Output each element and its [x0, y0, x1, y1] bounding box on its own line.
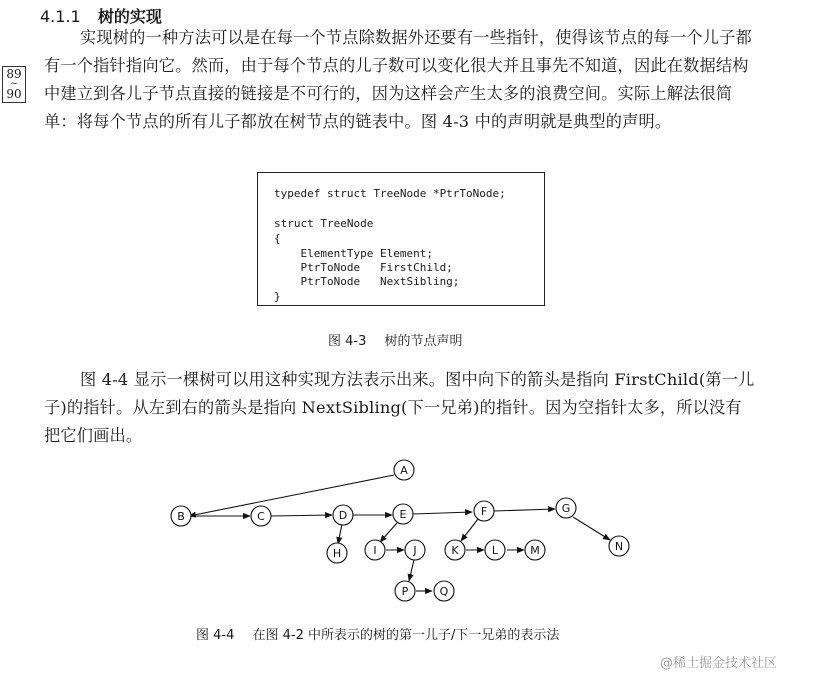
- code-line: PtrToNode FirstChild;: [274, 261, 453, 274]
- node-label: E: [399, 508, 407, 521]
- margin-page-separator: ~: [10, 79, 18, 89]
- figure-4-4-caption: [196, 624, 559, 643]
- figure-label: 图 4-4: [196, 628, 235, 643]
- node-label: J: [413, 544, 417, 557]
- node-label: M: [530, 544, 540, 557]
- edge-f-k: [461, 519, 478, 541]
- margin-page-numbers: [2, 66, 26, 103]
- node-label: A: [400, 464, 408, 477]
- edge-d-h: [338, 524, 342, 544]
- node-label: I: [373, 544, 377, 557]
- margin-page-bottom: 90: [6, 87, 22, 101]
- edge-g-n: [573, 517, 610, 540]
- section-title: 树的实现: [97, 7, 162, 26]
- edge-f-g: [494, 509, 555, 511]
- edge-c-d: [271, 515, 332, 516]
- code-line: }: [274, 290, 281, 303]
- node-label: F: [480, 505, 488, 518]
- code-line: struct TreeNode: [274, 217, 374, 230]
- edge-j-p: [409, 560, 414, 581]
- code-listing-box: [257, 172, 545, 306]
- figure-4-3-caption: [328, 330, 463, 349]
- code-line: PtrToNode NextSibling;: [274, 275, 460, 288]
- paragraph-figure-description: 图 4-4 显示一棵树可以用这种实现方法表示出来。图中向下的箭头是指向 FirstChild(第一儿子)的指针。从左到右的箭头是指向 NextSibling(下一兄弟)的指针。因为空指针太多，所以没有把它们画出。: [44, 370, 755, 445]
- paragraph-tree-implementation: 实现树的一种方法可以是在每一个节点除数据外还要有一些指针，使得该节点的每一个儿子都有一个指针指向它。然而，由于每个节点的儿子数可以变化很大并且事先不知道，因此在数据结构中建立到各儿子节点直接的链接是不可行的，因为这样会产生太多的浪费空间。实际上解法很简单：将每个节点的所有儿子都放在树节点的链表中。图 4-3 中的声明就是典型的声明。: [44, 28, 752, 131]
- node-label: C: [257, 510, 265, 523]
- code-line: {: [274, 232, 281, 245]
- node-label: Q: [439, 585, 449, 598]
- node-label: L: [491, 544, 499, 557]
- figure-caption-text: 树的节点声明: [384, 334, 463, 349]
- edge-e-i: [380, 523, 397, 542]
- figure-caption-text: 在图 4-2 中所表示的树的第一儿子/下一兄弟的表示法: [252, 628, 560, 643]
- node-label: K: [451, 544, 459, 557]
- code-line: typedef struct TreeNode *PtrToNode;: [274, 187, 506, 200]
- section-number: 4.1.1: [40, 7, 81, 26]
- tree-diagram: [0, 452, 818, 612]
- margin-page-top: 89: [6, 67, 22, 81]
- node-label: G: [561, 502, 571, 515]
- figure-label: 图 4-3: [328, 334, 367, 349]
- edge-e-f: [413, 512, 472, 514]
- node-label: B: [177, 510, 185, 523]
- code-line: ElementType Element;: [274, 247, 433, 260]
- node-label: P: [401, 585, 409, 598]
- source-watermark-text: @稀土掘金技术社区: [660, 656, 778, 671]
- node-label: D: [338, 509, 348, 522]
- edge-a-b: [189, 475, 394, 516]
- node-label: H: [332, 547, 342, 560]
- node-label: N: [614, 540, 624, 553]
